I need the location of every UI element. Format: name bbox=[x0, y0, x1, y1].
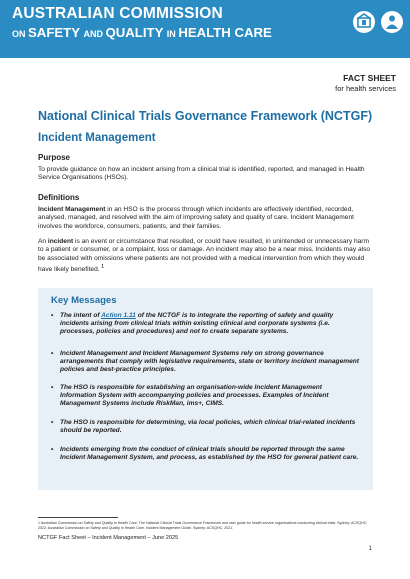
definition-incident-management bbox=[38, 206, 373, 231]
org-word-and: AND bbox=[83, 29, 106, 39]
key-message-1 bbox=[60, 312, 360, 336]
key-message-5: • Incidents emerging from the conduct of clinical trials should be reported through the same Incident Management System, and process, as established by the HSO for general patient care. bbox=[60, 446, 360, 462]
footnote-ref[interactable]: 1 bbox=[99, 263, 105, 270]
doc-audience: for health services bbox=[335, 84, 396, 93]
footnote-text: 1 Australian Commission on Safety and Quality in Health Care. The National Clinical Trials Governance Framework and user guide for health service organisations conducting clinical trials. Sydney: ACSQHC; 2022; Australian Commission on Safety and Quality in Health Care. Incident Management Guide. Sydney: ACSQHC; 2021. bbox=[38, 521, 368, 530]
page-number: 1 bbox=[368, 546, 372, 552]
footnote-divider bbox=[38, 517, 118, 518]
definitions-heading: Definitions bbox=[38, 193, 80, 202]
term-incident-management: Incident Management bbox=[38, 206, 106, 213]
org-word-healthcare: HEALTH CARE bbox=[178, 25, 272, 40]
org-word-safety: SAFETY bbox=[28, 25, 80, 40]
action-1-11-link[interactable]: Action 1.11 bbox=[101, 312, 136, 319]
purpose-heading: Purpose bbox=[38, 153, 71, 162]
key-messages-title: Key Messages bbox=[51, 295, 117, 306]
org-name-line2 bbox=[12, 25, 272, 40]
key-message-1-pre: The intent of bbox=[60, 312, 102, 319]
purpose-text: To provide guidance on how an incident arising from a clinical trial is identified, reported, and managed in Health Service Organisations (HSOs). bbox=[38, 166, 365, 182]
term-incident: incident bbox=[47, 238, 74, 245]
key-message-3: • The HSO is responsible for establishing an organisation-wide Incident Management Information System with accompanying policies and processes. Examples of Incident Management Systems include RiskMan, ims+, CIMS. bbox=[60, 384, 360, 408]
definition-incident-pre: An bbox=[38, 238, 48, 245]
doc-type: FACT SHEET bbox=[343, 73, 396, 83]
definition-incident-management-text: in an HSO is the process through which incidents are effectively identified, recorded, analysed, managed, and resolved with the aim of improving safety and quality of care. Incident Management involves the workforce, consumers, patients, and their families. bbox=[38, 206, 354, 230]
header-banner bbox=[0, 0, 410, 58]
org-word-on: ON bbox=[12, 29, 29, 39]
definition-incident-text: is an event or circumstance that resulted, or could have resulted, in unintended or unnecessary harm to a patient or consumer, or a complaint, loss or damage. An incident may also be a near miss. Incidents may also be associated with omissions where patients are not provided with a medical intervention from which they would have likely benefited. bbox=[38, 238, 371, 274]
key-message-2: • Incident Management and Incident Management Systems rely on strong governance arrangements that comply with legislative requirements, state or territory incident management policies and best-practice principles. bbox=[60, 350, 360, 374]
org-name-line1: AUSTRALIAN COMMISSION bbox=[12, 5, 223, 22]
person-logo-icon bbox=[381, 11, 403, 33]
hospital-logo-icon bbox=[353, 11, 375, 33]
footer-text: NCTGF Fact Sheet – Incident Management – June 2025 bbox=[38, 535, 179, 541]
org-word-in: IN bbox=[166, 29, 179, 39]
key-message-1-post: of the NCTGF is to integrate the reporting of safety and quality incidents arising from clinical trials within existing clinical and corporate systems (i.e. processes, policies and procedures) and not to create separate systems. bbox=[60, 312, 334, 335]
definition-incident bbox=[38, 238, 373, 274]
org-word-quality: QUALITY bbox=[105, 25, 164, 40]
page-title: National Clinical Trials Governance Framework (NCTGF) bbox=[38, 109, 373, 123]
key-message-4: • The HSO is responsible for determining, via local policies, which clinical trial-related incidents should be reported. bbox=[60, 419, 360, 435]
key-messages-box bbox=[38, 288, 373, 490]
page-subtitle: Incident Management bbox=[38, 132, 156, 144]
